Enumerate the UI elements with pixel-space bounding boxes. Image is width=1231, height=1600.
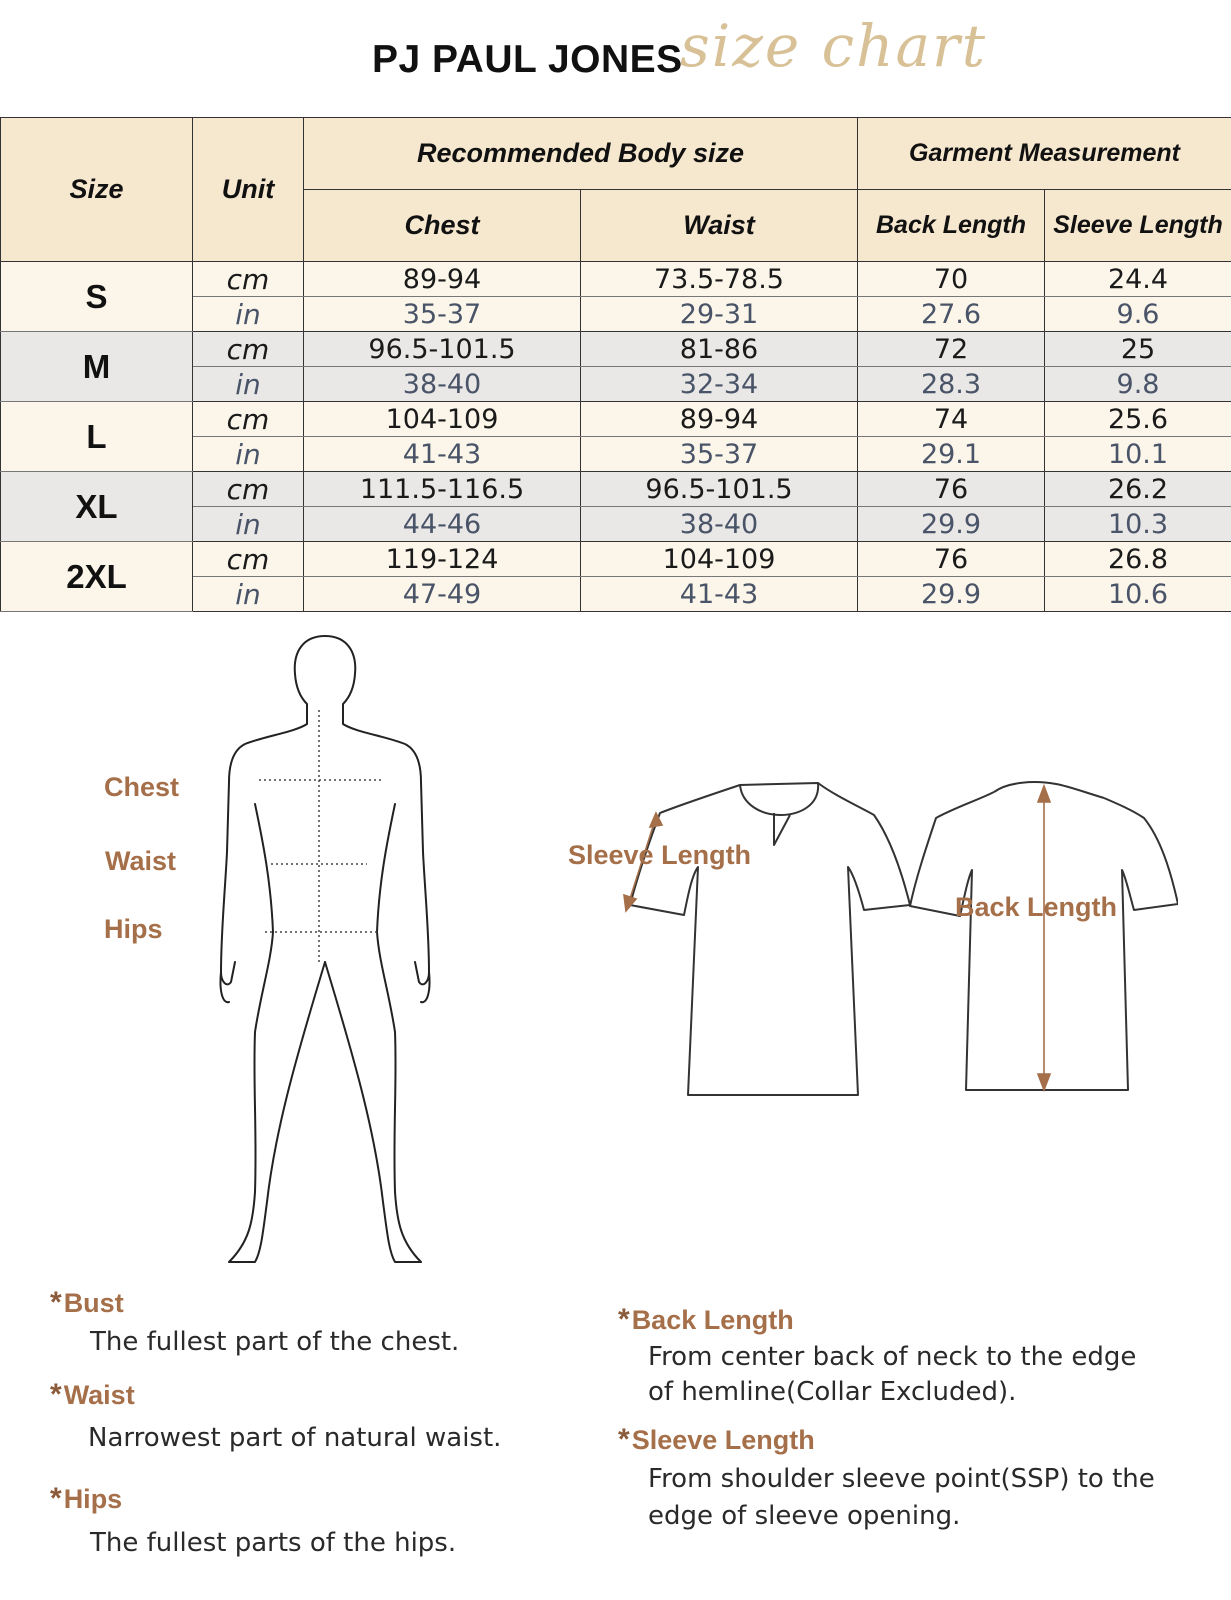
chest-cell: 35-37: [304, 297, 581, 332]
back-length-note-title: *Back Length: [618, 1303, 794, 1336]
size-label: L: [1, 402, 193, 472]
chest-cell: 41-43: [304, 437, 581, 472]
waist-cell: 32-34: [581, 367, 858, 402]
sleeve-length-cell: 9.6: [1045, 297, 1231, 332]
size-table: [0, 117, 1231, 612]
size-label: M: [1, 332, 193, 402]
star-icon: *: [618, 1423, 630, 1456]
shirt-front-illustration: [620, 775, 910, 1105]
star-icon: *: [618, 1303, 630, 1336]
chest-cell: 96.5-101.5: [304, 332, 581, 367]
hips-note-text: The fullest parts of the hips.: [90, 1528, 457, 1558]
waist-cell: 89-94: [581, 402, 858, 437]
chest-cell: 47-49: [304, 577, 581, 612]
waist-cell: 38-40: [581, 507, 858, 542]
back-length-cell: 29.9: [858, 507, 1045, 542]
back-length-cell: 76: [858, 472, 1045, 507]
sleeve-length-cell: 25: [1045, 332, 1231, 367]
back-length-note-text-1: From center back of neck to the edge: [648, 1342, 1137, 1372]
unit-cell: cm: [193, 332, 304, 367]
unit-cell: cm: [193, 402, 304, 437]
back-length-header: Back Length: [858, 190, 1045, 262]
brand-title: PJ PAUL JONES: [372, 38, 683, 81]
unit-cell: in: [193, 507, 304, 542]
size-chart-script: size chart: [680, 12, 988, 80]
sleeve-length-cell: 26.2: [1045, 472, 1231, 507]
table-row: [1, 472, 1231, 507]
sleeve-length-cell: 10.6: [1045, 577, 1231, 612]
waist-cell: 73.5-78.5: [581, 262, 858, 297]
waist-cell: 104-109: [581, 542, 858, 577]
size-label: S: [1, 262, 193, 332]
waist-cell: 41-43: [581, 577, 858, 612]
sleeve-length-header: Sleeve Length: [1045, 190, 1231, 262]
unit-cell: in: [193, 577, 304, 612]
unit-cell: cm: [193, 542, 304, 577]
unit-cell: in: [193, 437, 304, 472]
chest-cell: 44-46: [304, 507, 581, 542]
back-length-cell: 72: [858, 332, 1045, 367]
table-row: [1, 542, 1231, 577]
back-length-cell: 74: [858, 402, 1045, 437]
table-row: [1, 402, 1231, 437]
table-row: [1, 262, 1231, 297]
chest-header: Chest: [304, 190, 581, 262]
unit-header: Unit: [193, 118, 304, 262]
back-length-cell: 29.9: [858, 577, 1045, 612]
waist-label: Waist: [105, 846, 177, 876]
waist-cell: 81-86: [581, 332, 858, 367]
body-figure-illustration: [215, 632, 435, 1282]
garment-header: Garment Measurement: [858, 118, 1231, 190]
waist-note-text: Narrowest part of natural waist.: [88, 1423, 502, 1453]
chest-cell: 104-109: [304, 402, 581, 437]
back-length-note-text-2: of hemline(Collar Excluded).: [648, 1377, 1017, 1407]
unit-cell: in: [193, 297, 304, 332]
chest-cell: 119-124: [304, 542, 581, 577]
size-header: Size: [1, 118, 193, 262]
hips-label: Hips: [104, 914, 163, 944]
waist-cell: 29-31: [581, 297, 858, 332]
bust-note-title: *Bust: [50, 1286, 124, 1319]
waist-cell: 35-37: [581, 437, 858, 472]
back-length-cell: 27.6: [858, 297, 1045, 332]
sleeve-length-cell: 24.4: [1045, 262, 1231, 297]
hips-note-title: *Hips: [50, 1482, 123, 1515]
chest-cell: 89-94: [304, 262, 581, 297]
sleeve-length-note-title: *Sleeve Length: [618, 1423, 815, 1456]
back-length-cell: 28.3: [858, 367, 1045, 402]
sleeve-length-cell: 25.6: [1045, 402, 1231, 437]
back-length-cell: 29.1: [858, 437, 1045, 472]
sleeve-length-cell: 10.1: [1045, 437, 1231, 472]
sleeve-length-cell: 10.3: [1045, 507, 1231, 542]
back-length-cell: 76: [858, 542, 1045, 577]
sleeve-length-note-text-1: From shoulder sleeve point(SSP) to the: [648, 1464, 1155, 1494]
body-size-header: Recommended Body size: [304, 118, 858, 190]
unit-cell: cm: [193, 472, 304, 507]
bust-note-text: The fullest part of the chest.: [90, 1327, 460, 1357]
back-length-label: Back Length: [955, 892, 1118, 922]
chest-label: Chest: [104, 772, 180, 802]
unit-cell: cm: [193, 262, 304, 297]
star-icon: *: [50, 1378, 62, 1411]
back-length-cell: 70: [858, 262, 1045, 297]
header-row-top: [1, 118, 1231, 190]
size-label: XL: [1, 472, 193, 542]
table-row: [1, 332, 1231, 367]
chest-cell: 111.5-116.5: [304, 472, 581, 507]
chest-cell: 38-40: [304, 367, 581, 402]
size-label: 2XL: [1, 542, 193, 612]
sleeve-length-cell: 9.8: [1045, 367, 1231, 402]
sleeve-length-label: Sleeve Length: [568, 840, 752, 870]
unit-cell: in: [193, 367, 304, 402]
star-icon: *: [50, 1286, 62, 1319]
star-icon: *: [50, 1482, 62, 1515]
sleeve-length-cell: 26.8: [1045, 542, 1231, 577]
sleeve-length-note-text-2: edge of sleeve opening.: [648, 1501, 961, 1531]
shirt-back-illustration: [908, 778, 1178, 1108]
waist-note-title: *Waist: [50, 1378, 135, 1411]
waist-cell: 96.5-101.5: [581, 472, 858, 507]
waist-header: Waist: [581, 190, 858, 262]
